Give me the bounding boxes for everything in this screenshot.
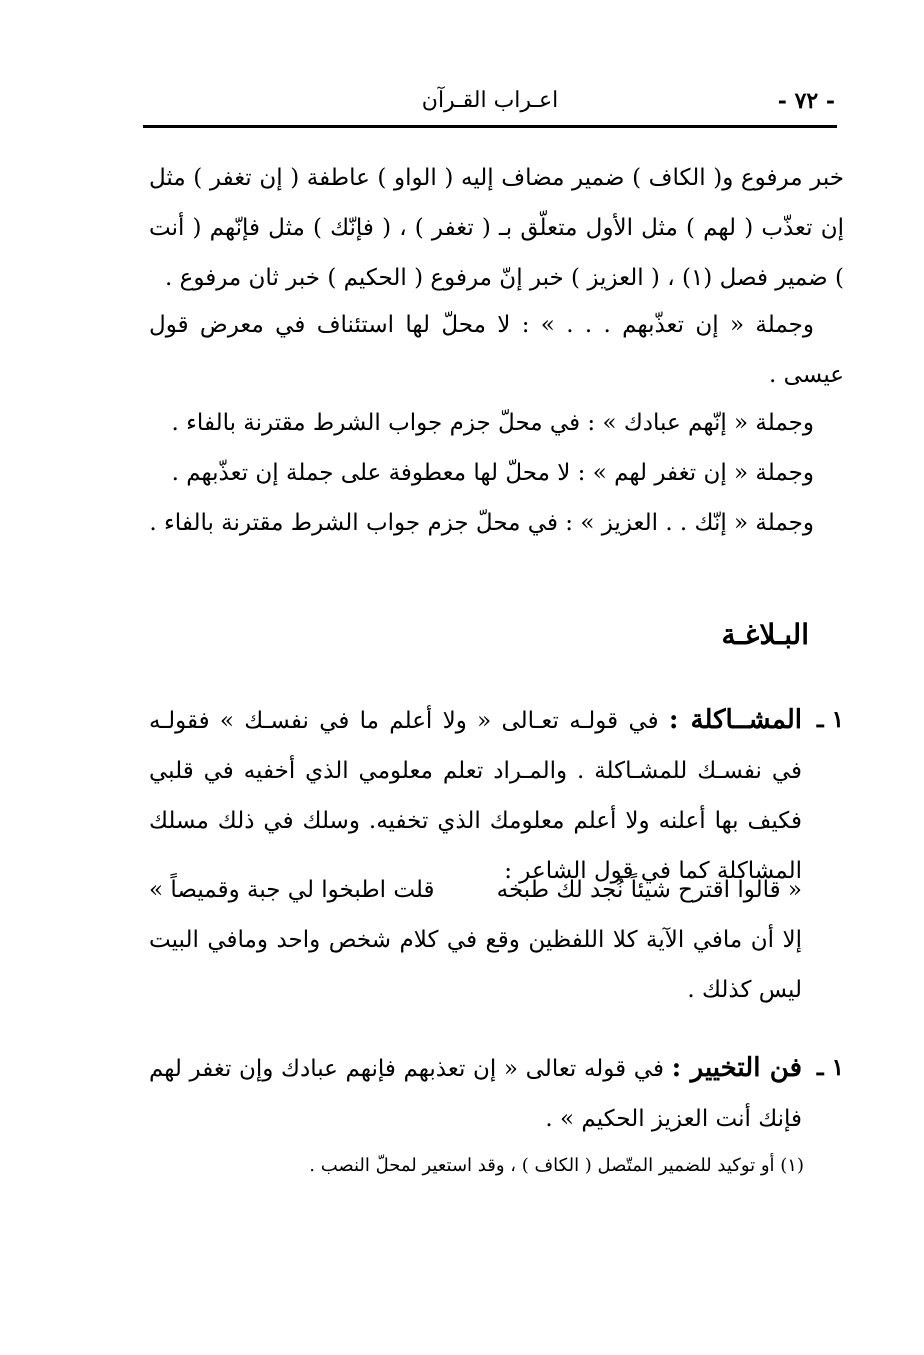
paragraph-jumla-2: وجملة « إنّهم عبادك » : في محلّ جزم جواب الشرط مقترنة بالفاء .	[171, 410, 814, 436]
item-body	[149, 1043, 802, 1144]
footnote: (١) أو توكيد للضمير المتّصل ( الكاف ) ، وقد استعير لمحلّ النصب .	[309, 1155, 804, 1176]
header-divider	[143, 125, 837, 128]
item-term: المشــاكلة :	[668, 705, 803, 735]
paragraph-jumla-4: وجملة « إنّك . . العزيز » : في محلّ جزم جواب الشرط مقترنة بالفاء .	[149, 510, 814, 536]
paragraph-i3rab: خبر مرفوع و( الكاف ) ضمير مضاف إليه ( الواو ) عاطفة ( إن تغفر ) مثل إن تعذّب ( لهم ) مثل الأول متعلّق بـ ( تغفر ) ، ( فإنّك ) مثل فإنّهم ( أنت ) ضمير فصل (١) ، ( العزيز ) خبر إنّ مرفوع ( الحكيم ) خبر ثان مرفوع .	[149, 165, 844, 291]
paragraph-jumla-3: وجملة « إن تغفر لهم » : لا محلّ لها معطوفة على جملة إن تعذّبهم .	[171, 460, 814, 486]
page-number: - ٧٢ -	[777, 88, 835, 114]
verse-second-hemistich: قلت اطبخوا لي جبة وقميصاً »	[149, 877, 435, 903]
paragraph-after-verse: إلا أن مافي الآية كلا اللفظين وقع في كلام شخص واحد ومافي البيت ليس كذلك .	[149, 927, 802, 1003]
item-text: في قوله تعالى « إن تعذبهم فإنهم عبادك وإن تغفر لهم فإنك أنت العزيز الحكيم » .	[149, 1056, 802, 1132]
item-text: في قولـه تعـالى « ولا أعلم ما في نفسـك » فقولـه في نفسـك للمشـاكلة . والمـراد تعلم معلومي الذي أخفيه في قلبي فكيف بها أعلنه ولا أعلم معلومك الذي تخفيه. وسلك في ذلك مسلك المشاكلة كما في قول الشاعر :	[149, 708, 802, 884]
balagha-item-takhyir	[149, 1043, 844, 1144]
verse-first-hemistich: « قالوا اقترح شيئاً نُجد لك طبخه	[496, 877, 802, 903]
item-number: ١ ـ	[816, 706, 844, 733]
item-number: ١ ـ	[816, 1054, 844, 1081]
page-header	[145, 88, 835, 122]
paragraph-jumla-1: وجملة « إن تعذّبهم . . . » : لا محلّ لها استئناف في معرض قول عيسى .	[149, 312, 844, 388]
book-title: اعـراب القـرآن	[421, 88, 559, 113]
item-term: فن التخيير :	[671, 1053, 803, 1083]
section-heading-balagha: البـلاغـة	[721, 618, 809, 651]
